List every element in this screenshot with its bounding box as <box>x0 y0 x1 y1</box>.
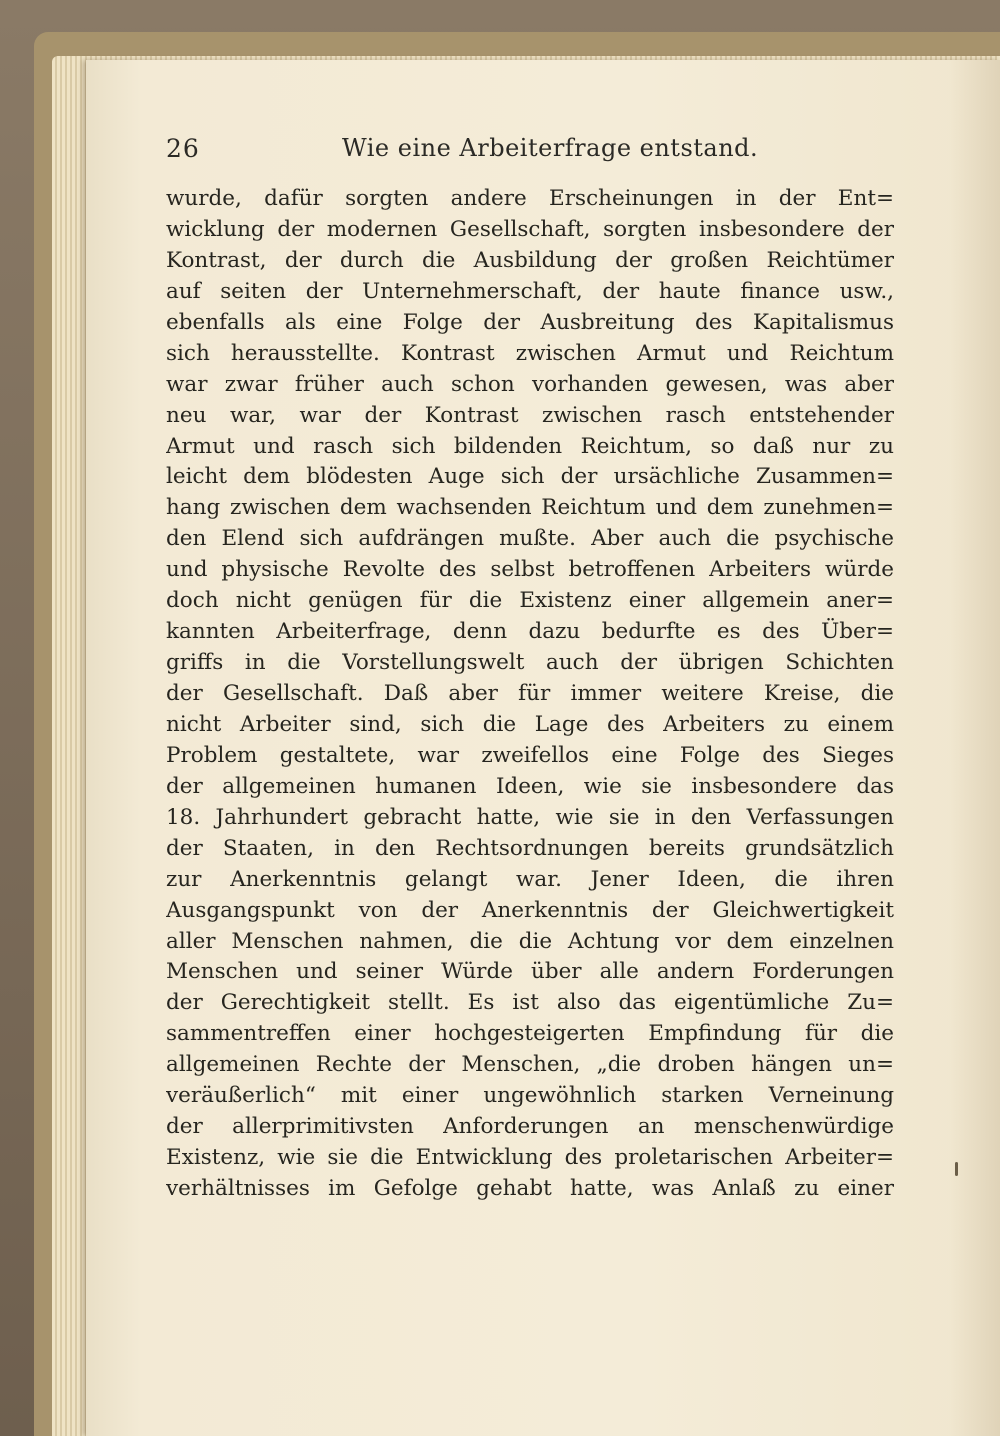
text-line: ebenfalls als eine Folge der Ausbreitung des Kapitalismus <box>166 309 894 335</box>
margin-speck <box>955 1162 958 1176</box>
text-line: der Staaten, in den Rechtsordnungen bereits grundsätzlich <box>166 835 894 861</box>
text-line: zur Anerkenntnis gelangt war. Jener Ideen, die ihren <box>166 866 894 892</box>
text-line: den Elend sich aufdrängen mußte. Aber auch die psychische <box>166 526 894 552</box>
text-line: leicht dem blödesten Auge sich der ursächliche Zusammen= <box>166 464 894 490</box>
text-line: Existenz, wie sie die Entwicklung des proletarischen Arbeiter= <box>166 1145 894 1171</box>
text-line: der Gerechtigkeit stellt. Es ist also das eigentümliche Zu= <box>166 990 894 1016</box>
text-line: Ausgangspunkt von der Anerkenntnis der Gleichwertigkeit <box>166 897 894 923</box>
running-head: Wie eine Arbeiterfrage entstand. <box>342 134 759 162</box>
text-line: der allerprimitivsten Anforderungen an menschenwürdige <box>166 1114 894 1140</box>
text-line: 18. Jahrhundert gebracht hatte, wie sie in den Verfassungen <box>166 804 894 830</box>
text-line: war zwar früher auch schon vorhanden gewesen, was aber <box>166 371 894 397</box>
text-line: nicht Arbeiter sind, sich die Lage des Arbeiters zu einem <box>166 711 894 737</box>
text-line: sammentreffen einer hochgesteigerten Empfindung für die <box>166 1021 894 1047</box>
page-number: 26 <box>166 134 200 163</box>
text-line: griffs in die Vorstellungswelt auch der übrigen Schichten <box>166 650 894 676</box>
text-line: Kontrast, der durch die Ausbildung der großen Reichtümer <box>166 247 894 273</box>
text-line: neu war, war der Kontrast zwischen rasch entstehender <box>166 402 894 428</box>
text-line: wurde, dafür sorgten andere Erscheinungen in der Ent= <box>166 186 894 211</box>
body-text <box>166 184 894 1205</box>
text-line: allgemeinen Rechte der Menschen, „die droben hängen un= <box>166 1052 894 1078</box>
text-line: verhältnisses im Gefolge gehabt hatte, was Anlaß zu einer <box>166 1176 894 1201</box>
text-line: sich herausstellte. Kontrast zwischen Armut und Reichtum <box>166 340 894 366</box>
text-line: der Gesellschaft. Daß aber für immer weitere Kreise, die <box>166 681 894 706</box>
page-header <box>166 134 896 174</box>
text-line: wicklung der modernen Gesellschaft, sorgten insbesondere der <box>166 216 894 242</box>
text-line: Armut und rasch sich bildenden Reichtum, so daß nur zu <box>166 433 894 459</box>
text-line: aller Menschen nahmen, die die Achtung vor dem einzelnen <box>166 928 894 954</box>
text-line: kannten Arbeiterfrage, denn dazu bedurfte es des Über= <box>166 619 894 645</box>
text-line: auf seiten der Unternehmerschaft, der haute finance usw., <box>166 278 894 304</box>
text-line: Problem gestaltete, war zweifellos eine Folge des Sieges <box>166 742 894 768</box>
text-line: veräußerlich“ mit einer ungewöhnlich starken Verneinung <box>166 1083 894 1109</box>
text-line: doch nicht genügen für die Existenz einer allgemein aner= <box>166 588 894 614</box>
text-line: der allgemeinen humanen Ideen, wie sie insbesondere das <box>166 773 894 799</box>
text-line: hang zwischen dem wachsenden Reichtum und dem zunehmen= <box>166 495 894 521</box>
text-line: und physische Revolte des selbst betroffenen Arbeiters würde <box>166 557 894 583</box>
page-gutter-shadow <box>950 60 1000 1436</box>
text-line: Menschen und seiner Würde über alle andern Forderungen <box>166 959 894 985</box>
